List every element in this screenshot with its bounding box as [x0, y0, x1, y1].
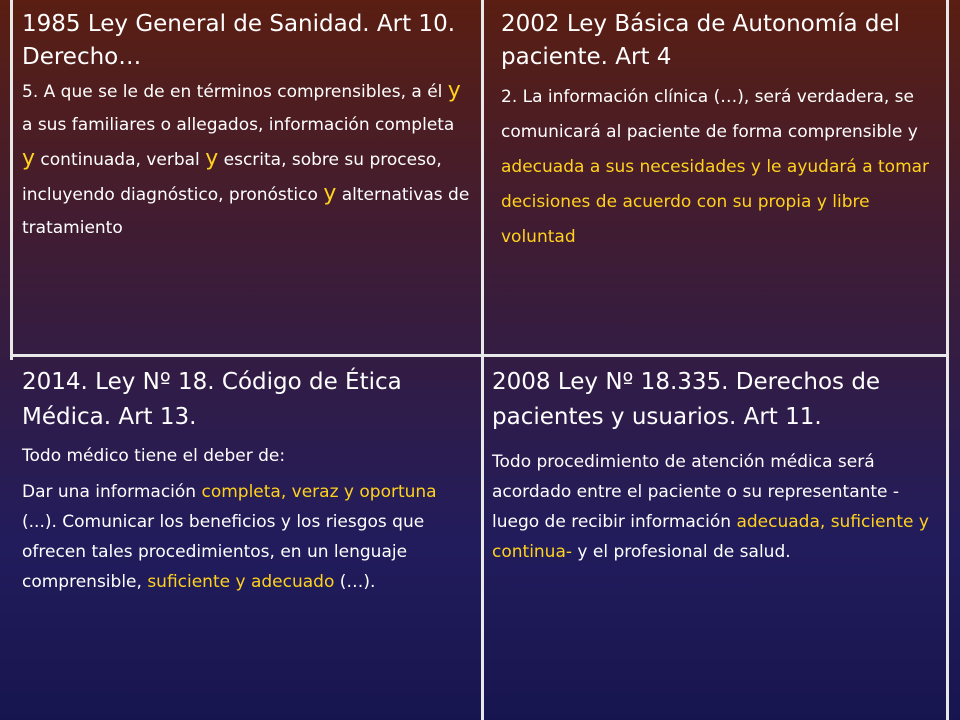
cell-text: 2. La información clínica (…), será verdadera, se comunicará al paciente de forma comprensible y adecuada a sus necesidades y le ayudará a tomar decisiones de acuerdo con su propia y libre voluntad	[501, 87, 930, 247]
cell-derechos-pacientes	[492, 365, 937, 720]
cell-text: Dar una información completa, veraz y oportuna (...). Comunicar los beneficios y los riesgos que ofrecen tales procedimientos, en un lenguaje comprensible, suficiente y adecuado (…).	[22, 482, 437, 592]
cell-text-intro: Todo médico tiene el deber de:	[22, 446, 286, 466]
table-divider-middle	[481, 0, 484, 720]
table-divider-left	[10, 0, 13, 360]
table-divider-right	[946, 0, 949, 720]
table-divider-horizontal	[10, 354, 949, 357]
cell-title: 2014. Ley Nº 18. Código de Ética Médica. Art 13.	[22, 369, 402, 430]
cell-codigo-etica-medica	[22, 365, 472, 720]
cell-ley-autonomia-paciente	[501, 8, 931, 353]
cell-title: 2008 Ley Nº 18.335. Derechos de pacientes y usuarios. Art 11.	[492, 369, 881, 430]
cell-text: Todo procedimiento de atención médica será acordado entre el paciente o su representante -luego de recibir información adecuada, suficiente y continua- y el profesional de salud.	[492, 452, 929, 562]
cell-ley-general-sanidad	[22, 8, 472, 353]
cell-text: 5. A que se le de en términos comprensibles, a él y a sus familiares o allegados, información completa y continuada, verbal y escrita, sobre su proceso, incluyendo diagnóstico, pronóstico y alternativas de tratamiento	[22, 78, 470, 238]
cell-title: 1985 Ley General de Sanidad. Art 10. Derecho…	[22, 11, 456, 70]
cell-title: 2002 Ley Básica de Autonomía del paciente. Art 4	[501, 11, 901, 70]
